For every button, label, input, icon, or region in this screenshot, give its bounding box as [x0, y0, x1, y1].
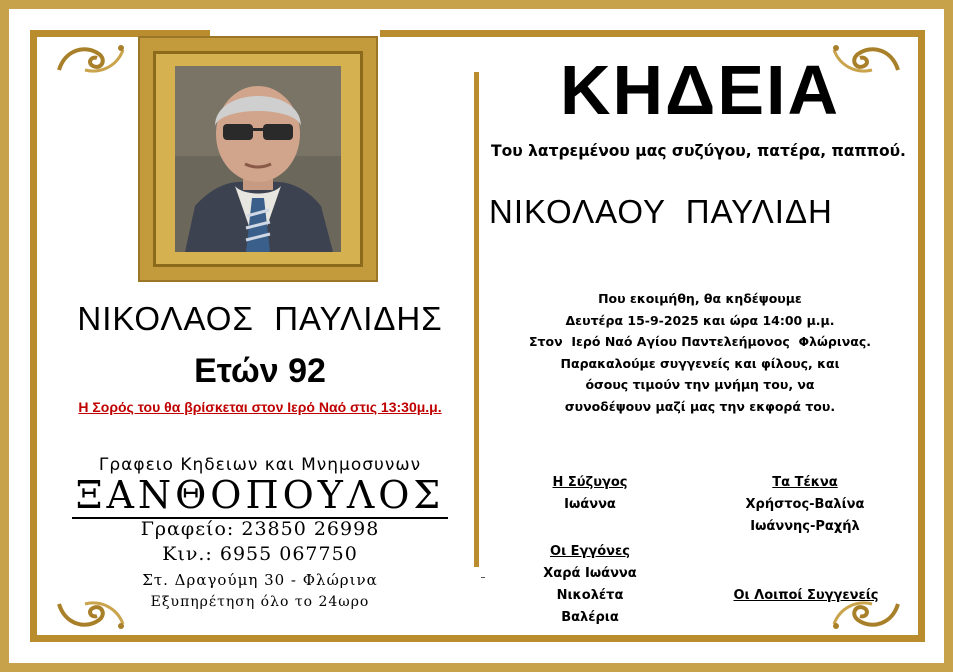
detail-line: Παρακαλούμε συγγενείς και φίλους, και [560, 355, 840, 371]
spouse-heading: Η Σύζυγος [552, 475, 628, 490]
grandchild-name: Βαλέρια [561, 610, 619, 625]
deceased-age: Ετών 92 [194, 352, 326, 390]
gold-scroll-ornament-icon [55, 40, 127, 76]
inner-border-top-left [30, 30, 210, 37]
coffin-note: Η Σορός του θα βρίσκεται στον Ιερό Ναό στις 13:30μ.μ. [78, 399, 442, 415]
spouse-name: Ιωάννα [564, 497, 616, 512]
detail-line: Που εκοιμήθη, θα κηδέψουμε [598, 291, 802, 306]
grandchild-name: Χαρά Ιωάννα [543, 566, 637, 581]
children-block [715, 472, 895, 538]
inner-border-bottom [30, 635, 925, 642]
other-relatives-heading: Οι Λοιποί Συγγενείς [733, 588, 879, 603]
inner-border-left [30, 30, 37, 642]
funeral-details [490, 288, 910, 417]
office-address: Στ. Δραγούμη 30 - Φλώρινα [142, 571, 378, 589]
other-relatives-block [720, 585, 892, 607]
office-mobile: Κιν.: 6955 067750 [162, 543, 358, 565]
detail-line: Στον Ιερό Ναό Αγίου Παντελεήμονος Φλώρινας. [529, 334, 871, 349]
portrait-photo [175, 66, 341, 252]
child-name: Ιωάννης-Ραχήλ [750, 519, 860, 534]
brand-text: ΞΑΝΘΟΠΟΥΛΟΣ [72, 473, 449, 519]
deceased-name: ΝΙΚΟΛΑΟΣ ΠΑΥΛΙΔΗΣ [77, 300, 443, 337]
funeral-office-brand [40, 473, 480, 517]
deceased-name-genitive: ΝΙΚΟΛΑΟΥ ΠΑΥΛΙΔΗ [489, 193, 833, 230]
children-heading: Τα Τέκνα [772, 475, 838, 490]
office-hours: Εξυπηρέτηση όλο το 24ωρο [150, 594, 370, 610]
grandchildren-heading: Οι Εγγόνες [550, 544, 630, 559]
funeral-office-heading: Γραφειο Κηδειων και Μνημοσυνων [98, 455, 422, 475]
grandchild-name: Νικολέτα [556, 588, 624, 603]
office-phone: Γραφείο: 23850 26998 [140, 518, 380, 540]
notice-title: ΚΗΔΕΙΑ [559, 51, 841, 129]
grandchildren-block [510, 541, 670, 629]
spouse-block [520, 472, 660, 516]
small-mark [481, 577, 485, 578]
inner-border-right [918, 30, 925, 642]
child-name: Χρήστος-Βαλίνα [745, 497, 865, 512]
inner-border-top-right [380, 30, 925, 37]
notice-subtitle: Του λατρεμένου μας συζύγου, πατέρα, παππού. [491, 142, 906, 160]
detail-line: συνοδέψουν μαζί μας την εκφορά του. [564, 398, 836, 414]
detail-line: Δευτέρα 15-9-2025 και ώρα 14:00 μ.μ. [565, 312, 835, 328]
detail-line: όσους τιμούν την μνήμη του, να [585, 377, 815, 392]
